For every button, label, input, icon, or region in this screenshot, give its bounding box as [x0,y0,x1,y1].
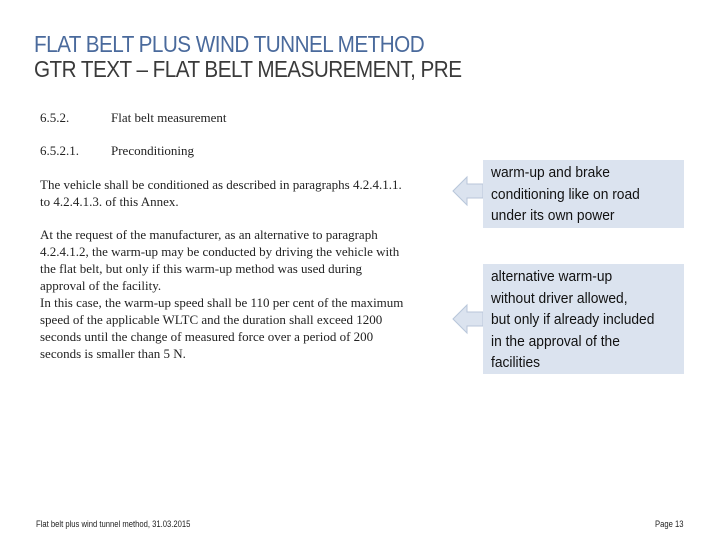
slide-title [34,32,461,82]
callout-line: conditioning like on road [491,185,640,203]
paragraph-line: In this case, the warm-up speed shall be 110 per cent of the maximum [40,295,404,310]
paragraph-conditioning [40,176,440,210]
callout-alternative-warm-up [483,264,684,374]
section-number-6-5-2-1: 6.5.2.1. [40,143,79,158]
paragraph-line: 4.2.4.1.2, the warm-up may be conducted by driving the vehicle with [40,244,400,259]
callout-line: under its own power [491,207,615,224]
slide-title-line-2: GTR TEXT – FLAT BELT MEASUREMENT, PRE [34,56,462,82]
callout-line: alternative warm-up [491,268,613,285]
callout-line: without driver allowed, [491,289,628,307]
section-label-preconditioning: Preconditioning [111,143,195,158]
paragraph-line: speed of the applicable WLTC and the duration shall exceed 1200 [40,312,383,327]
callout-warm-up-brake [483,160,684,228]
paragraph-line: seconds until the change of measured force over a period of 200 [40,329,374,344]
paragraph-warm-up-alternative [40,226,440,362]
paragraph-line: the flat belt, but only if this warm-up method was used during [40,261,363,276]
slide-title-line-1: FLAT BELT PLUS WIND TUNNEL METHOD [34,31,425,57]
callout-line: facilities [491,354,541,371]
callout-line: in the approval of the [491,332,620,350]
page-number: Page 13 [655,519,684,529]
paragraph-line: approval of the facility. [40,278,162,293]
section-number-6-5-2: 6.5.2. [40,110,70,125]
callout-line: but only if already included [491,311,655,328]
footer-caption: Flat belt plus wind tunnel method, 31.03.2015 [36,519,191,529]
paragraph-line: The vehicle shall be conditioned as described in paragraphs 4.2.4.1.1. [40,177,402,192]
paragraph-line: At the request of the manufacturer, as an alternative to paragraph [40,227,378,242]
section-label-flat-belt-measurement: Flat belt measurement [111,110,227,125]
left-arrow-icon [452,303,484,335]
paragraph-line: seconds is smaller than 5 N. [40,346,186,361]
callout-line: warm-up and brake [491,164,610,181]
left-arrow-icon [452,175,484,207]
paragraph-line: to 4.2.4.1.3. of this Annex. [40,194,179,209]
